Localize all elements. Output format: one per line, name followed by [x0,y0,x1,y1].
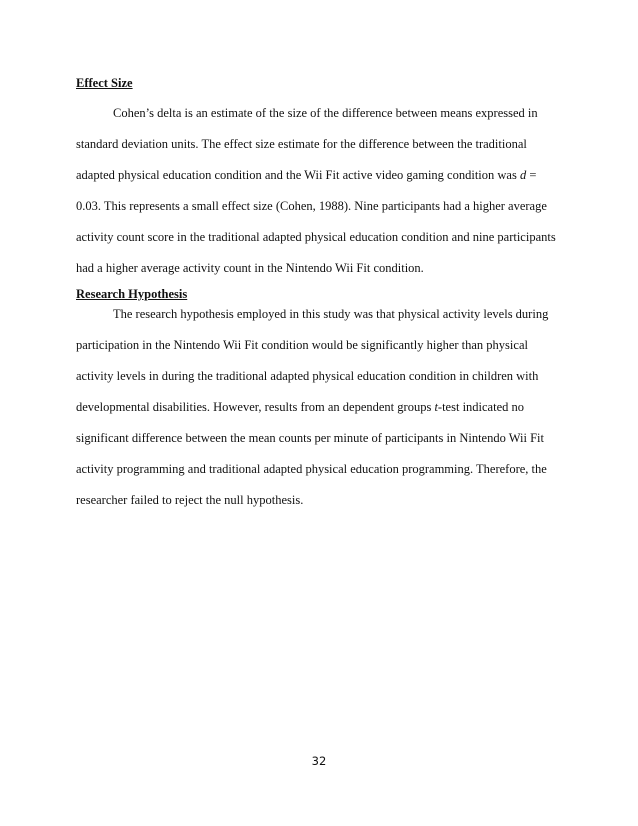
paragraph-line: activity levels in during the traditional adapted physical education condition in children with [76,369,539,383]
paragraph-line: participation in the Nintendo Wii Fit condition would be significantly higher than physical [76,338,528,352]
paragraph-line: 0.03. This represents a small effect size (Cohen, 1988). Nine participants had a higher average [76,199,547,213]
section-heading-effect-size: Effect Size [76,76,133,90]
paragraph-line: activity count score in the traditional adapted physical education condition and nine participants [76,230,556,244]
paragraph-line: had a higher average activity count in the Nintendo Wii Fit condition. [76,261,424,275]
section-heading-research-hypothesis: Research Hypothesis [76,287,188,301]
paragraph-line [76,399,524,415]
statistic-symbol: d [519,168,527,182]
paragraph-line: activity programming and traditional adapted physical education programming. Therefore, the [76,462,547,476]
paragraph-line [76,167,536,183]
paragraph-line: standard deviation units. The effect size estimate for the difference between the traditional [76,137,527,151]
equals-sign: = [526,168,537,182]
paragraph-line: researcher failed to reject the null hypothesis. [76,493,304,507]
paragraph-text: developmental disabilities. However, results from an dependent groups [76,400,435,414]
paragraph-text: adapted physical education condition and the Wii Fit active video gaming condition was [76,168,520,182]
paragraph-line: Cohen’s delta is an estimate of the size of the difference between means expressed in [113,106,538,120]
paragraph-line: The research hypothesis employed in this study was that physical activity levels during [113,307,549,321]
statistic-symbol: t [434,400,438,414]
page-number: 32 [311,754,327,768]
paragraph-text: -test indicated no [437,400,525,414]
paragraph-line: significant difference between the mean counts per minute of participants in Nintendo Wii Fit [76,431,544,445]
